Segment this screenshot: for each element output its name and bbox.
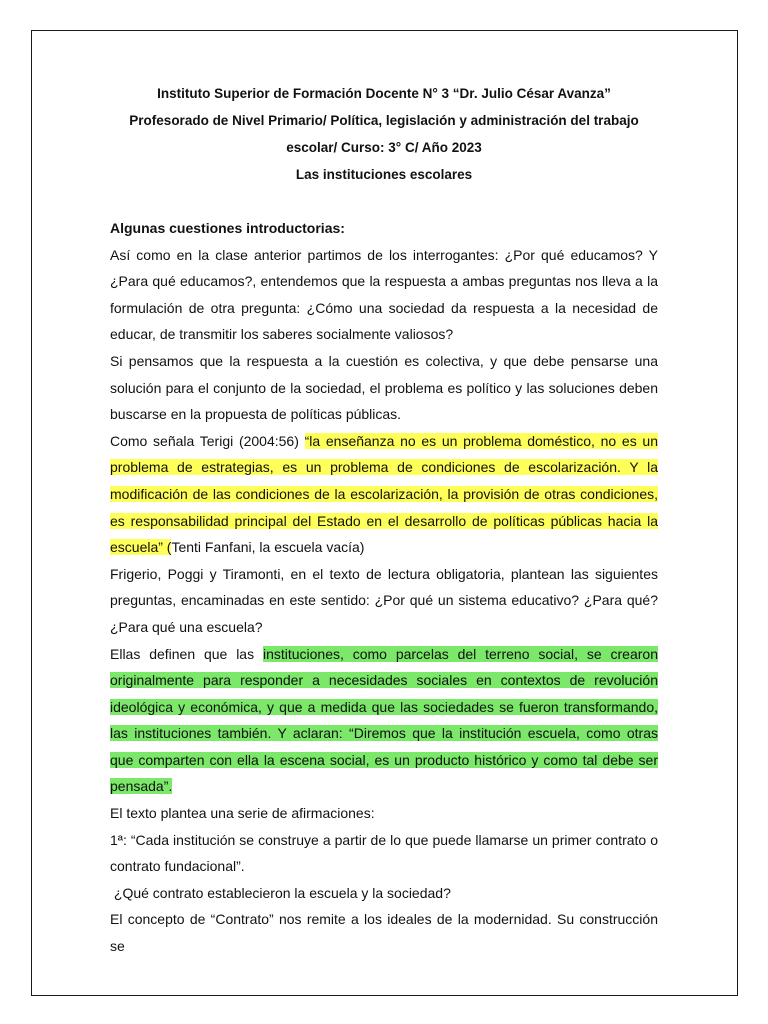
paragraph-2: Si pensamos que la respuesta a la cuestión es colectiva, y que debe pensarse una solución para el conjunto de la sociedad, el problema es político y las soluciones deben buscarse en la propuesta de políticas públicas. — [110, 352, 658, 423]
document-body — [110, 80, 658, 960]
paragraph-6: El texto plantea una serie de afirmaciones: — [110, 805, 375, 822]
paragraph-3 — [110, 428, 658, 561]
paragraph-3-intro: Como señala Terigi (2004:56) — [110, 432, 305, 449]
institutions-quote-highlight: instituciones, como parcelas del terreno social, se crearon originalmente para responder a necesidades sociales en contextos de revolución ideológica y económica, y que a medida que las sociedades se fueron transformando, las instituciones también. Y aclaran: “Diremos que la institución escuela, como otras que comparten con ella la escena social, es un producto histórico y como tal debe ser pensada”. — [110, 645, 658, 795]
terigi-quote-highlight: “la enseñanza no es un problema doméstico, no es un problema de estrategias, es un problema de condiciones de escolarización. Y la modificación de las condiciones de la escolarización, la provisión de otras condiciones, es responsabilidad principal del Estado en el desarrollo de políticas públicas hacia la escuela” ( — [110, 432, 658, 556]
paragraph-5-intro: Ellas definen que las — [110, 645, 263, 662]
paragraph-3-citation: Tenti Fanfani, la escuela vacía) — [171, 539, 365, 556]
document-header — [96, 80, 672, 188]
institution-title: Instituto Superior de Formación Docente N° 3 “Dr. Julio César Avanza” — [157, 86, 611, 101]
section-heading: Algunas cuestiones introductorias: — [110, 220, 345, 236]
paragraph-1: Así como en la clase anterior partimos de los interrogantes: ¿Por qué educamos? Y ¿Para qué educamos?, entendemos que la respuesta a ambas preguntas nos lleva a la formulación de otra pregunta: ¿Cómo una sociedad da respuesta a la necesidad de educar, de transmitir los saberes socialmente valiosos? — [110, 246, 658, 343]
paragraph-8: ¿Qué contrato establecieron la escuela y la sociedad? — [110, 884, 451, 901]
paragraph-7: 1ª: “Cada institución se construye a partir de lo que puede llamarse un primer contrato o contrato fundacional”. — [110, 831, 658, 875]
course-title-line2: escolar/ Curso: 3° C/ Año 2023 — [286, 140, 482, 155]
paragraph-9: El concepto de “Contrato” nos remite a los ideales de la modernidad. Su construcción se — [110, 911, 658, 955]
paragraph-5 — [110, 641, 658, 801]
document-title: Las instituciones escolares — [295, 167, 473, 182]
course-title-line1: Profesorado de Nivel Primario/ Política, legislación y administración del trabajo — [129, 113, 639, 128]
paragraph-4: Frigerio, Poggi y Tiramonti, en el texto de lectura obligatoria, plantean las siguientes preguntas, encaminadas en este sentido: ¿Por qué un sistema educativo? ¿Para qué? ¿Para qué una escuela? — [110, 565, 658, 635]
